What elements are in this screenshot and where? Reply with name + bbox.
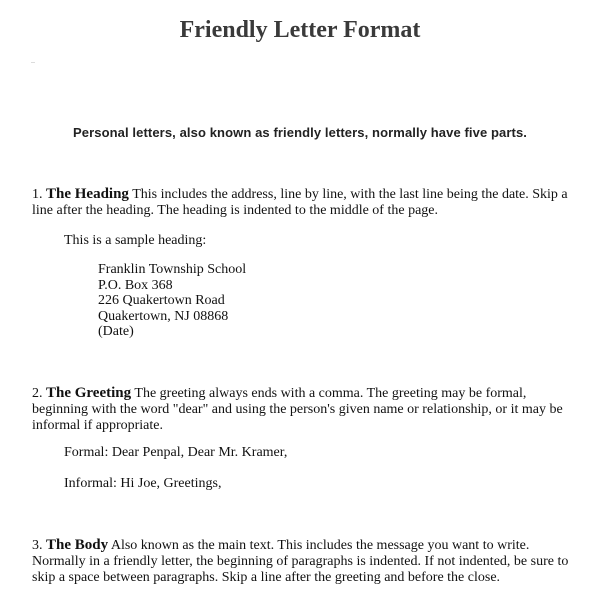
- body-section-number: 3.: [32, 538, 43, 553]
- address-line-city: Quakertown, NJ 08868: [98, 308, 229, 324]
- greeting-section-text: The greeting always ends with a comma. The greeting may be formal, beginning with the word "dear" and using the person's given name or relationship, or it may be informal if appropriate.: [32, 386, 563, 433]
- heading-section-text: This includes the address, line by line, with the last line being the date. Skip a line after the heading. The heading is indented to the middle of the page.: [32, 187, 568, 218]
- sample-address-block: [98, 262, 246, 340]
- greeting-section-number: 2.: [32, 386, 43, 401]
- body-section-paragraph: [32, 537, 577, 586]
- heading-section-number: 1.: [32, 187, 43, 202]
- address-line-street: 226 Quakertown Road: [98, 293, 225, 308]
- intro-line: Personal letters, also known as friendly letters, normally have five parts.: [73, 125, 527, 140]
- address-line-date: (Date): [98, 324, 134, 339]
- address-line-po-box: P.O. Box 368: [98, 277, 173, 293]
- greeting-section-label: The Greeting: [46, 385, 132, 401]
- heading-section-paragraph: [32, 186, 577, 219]
- heading-section-label: The Heading: [46, 186, 129, 202]
- address-line-school: Franklin Township School: [98, 262, 247, 277]
- formal-greeting-example: Formal: Dear Penpal, Dear Mr. Kramer,: [64, 445, 288, 460]
- document-title: Friendly Letter Format: [179, 17, 421, 43]
- sample-heading-label: This is a sample heading:: [64, 233, 207, 248]
- body-section-text: Also known as the main text. This includes the message you want to write. Normally in a friendly letter, the beginning of paragraphs is indented. If not indented, be sure to skip a space between paragraphs. Skip a line after the greeting and before the close.: [32, 538, 569, 585]
- scan-artifact: [31, 62, 35, 63]
- body-section-label: The Body: [46, 537, 109, 553]
- informal-greeting-example: Informal: Hi Joe, Greetings,: [64, 476, 222, 491]
- greeting-section-paragraph: [32, 385, 577, 434]
